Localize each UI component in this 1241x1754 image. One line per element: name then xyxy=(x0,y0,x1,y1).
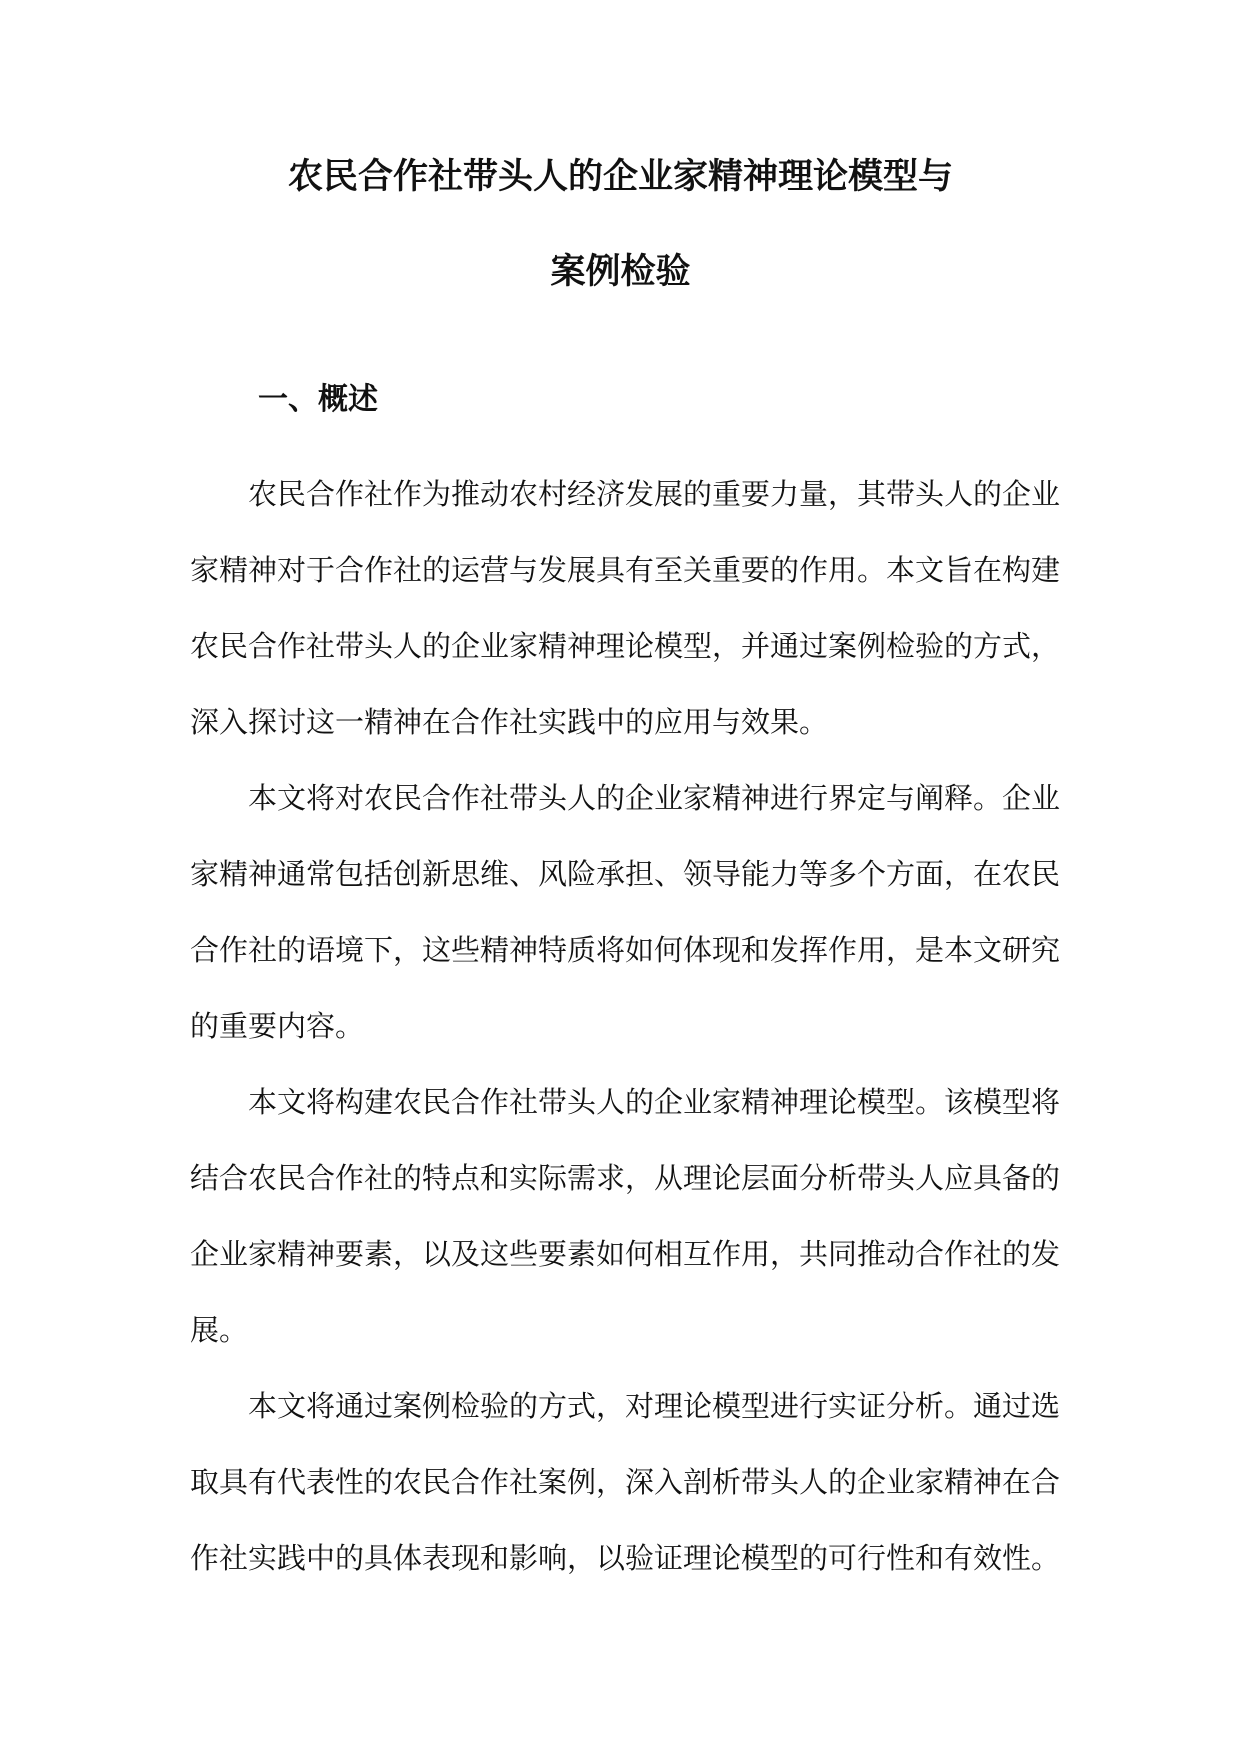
paragraph-line: 家精神通常包括创新思维、风险承担、领导能力等多个方面，在农民 xyxy=(190,857,1061,891)
paragraph-line: 取具有代表性的农民合作社案例，深入剖析带头人的企业家精神在合 xyxy=(190,1465,1061,1499)
paragraph-line: 家精神对于合作社的运营与发展具有至关重要的作用。本文旨在构建 xyxy=(190,553,1061,587)
document-body xyxy=(190,456,1061,1596)
paragraph-line: 农民合作社作为推动农村经济发展的重要力量，其带头人的企业 xyxy=(248,477,1061,511)
paragraph-1 xyxy=(190,456,1061,760)
document-title-line-2: 案例检验 xyxy=(550,252,691,292)
paragraph-line: 本文将构建农民合作社带头人的企业家精神理论模型。该模型将 xyxy=(248,1085,1061,1119)
paragraph-3 xyxy=(190,1064,1061,1368)
section-heading: 一、概述 xyxy=(258,382,378,417)
paragraph-line: 深入探讨这一精神在合作社实践中的应用与效果。 xyxy=(190,705,829,739)
paragraph-line: 合作社的语境下，这些精神特质将如何体现和发挥作用，是本文研究 xyxy=(190,933,1061,967)
paragraph-4 xyxy=(190,1368,1061,1596)
paragraph-line: 农民合作社带头人的企业家精神理论模型，并通过案例检验的方式， xyxy=(190,629,1061,663)
paragraph-line: 本文将通过案例检验的方式，对理论模型进行实证分析。通过选 xyxy=(248,1389,1061,1423)
paragraph-line: 作社实践中的具体表现和影响，以验证理论模型的可行性和有效性。 xyxy=(190,1541,1061,1575)
paragraph-line: 的重要内容。 xyxy=(190,1009,365,1043)
paragraph-line: 企业家精神要素，以及这些要素如何相互作用，共同推动合作社的发 xyxy=(190,1237,1061,1271)
document-title-line-1: 农民合作社带头人的企业家精神理论模型与 xyxy=(287,157,953,197)
paragraph-line: 展。 xyxy=(190,1313,249,1347)
paragraph-2 xyxy=(190,760,1061,1064)
paragraph-line: 本文将对农民合作社带头人的企业家精神进行界定与阐释。企业 xyxy=(248,781,1061,815)
paragraph-line: 结合农民合作社的特点和实际需求，从理论层面分析带头人应具备的 xyxy=(190,1161,1061,1195)
